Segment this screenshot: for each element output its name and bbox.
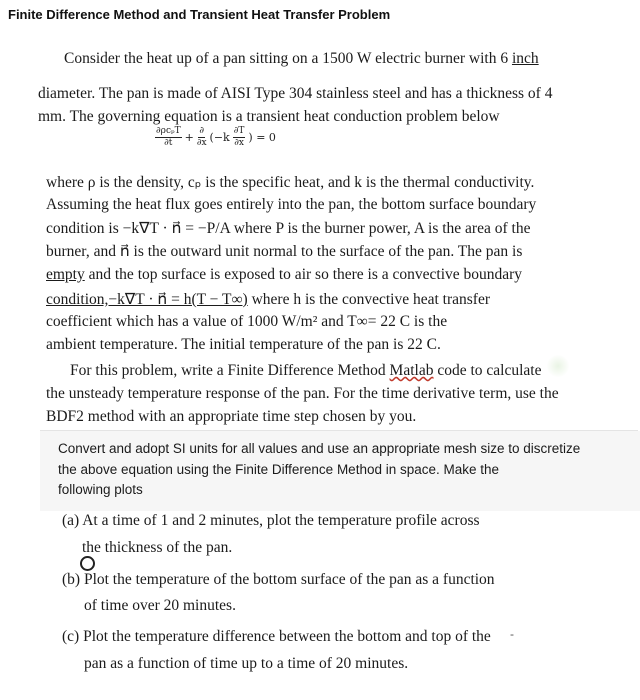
task-c-line-2: pan as a function of time up to a time of 20 minutes. [84, 655, 409, 672]
instructions-panel [40, 431, 640, 511]
problem-line-5: Assuming the heat flux goes entirely into the pan, the bottom surface boundary [46, 196, 537, 213]
task-a-line-1: (a) At a time of 1 and 2 minutes, plot the temperature profile across [62, 512, 480, 529]
scan-smudge [547, 355, 569, 377]
eq-term-space: $\frac{\partial}{\partial x}$ [196, 126, 207, 148]
problem-line-9: condition,−k∇T · n⃗ = h(T − T∞) where h is the convective heat transfer [46, 291, 490, 308]
eq-rest: ) = 0 [248, 131, 276, 144]
problem-line-1: Consider the heat up of a pan sitting on a 1500 W electric burner with 6 inch [64, 50, 539, 67]
inch-underlined: inch [511, 50, 539, 67]
task-c-line-1: (c) Plot the temperature difference between the bottom and top of the [62, 628, 491, 645]
problem-line-3: mm. The governing equation is a transient heat conduction problem below [38, 108, 500, 125]
page-title: Finite Difference Method and Transient Heat Transfer Problem [8, 7, 391, 22]
problem-line-13: the unsteady temperature response of the pan. For the time derivative term, use the [46, 385, 559, 402]
problem-line-12: For this problem, write a Finite Difference Method Matlab code to calculate [70, 362, 542, 379]
task-a-line-2: the thickness of the pan. [82, 539, 233, 556]
eq-paren-open: (−k [209, 131, 230, 144]
problem-line-8: empty and the top surface is exposed to air so there is a convective boundary [46, 266, 523, 283]
boundary-condition-underlined: condition,−k∇T · n⃗ = h(T − T∞) [46, 291, 248, 308]
problem-line-2: diameter. The pan is made of AISI Type 304 stainless steel and has a thickness of 4 [38, 85, 553, 102]
problem-line-7: burner, and n⃗ is the outward unit normal to the surface of the pan. The pan is [46, 243, 523, 260]
eq-term-gradient: $\frac{\partial T}{\partial x}$ [233, 126, 245, 148]
governing-equation [155, 127, 276, 148]
instruction-line-2: the above equation using the Finite Difference Method in space. Make the [58, 462, 500, 477]
problem-line-10: coefficient which has a value of 1000 W/m² and T∞= 22 C is the [46, 313, 448, 330]
matlab-spellcheck: Matlab [389, 362, 434, 379]
task-b-line-2: of time over 20 minutes. [84, 597, 236, 614]
stray-dash: - [510, 627, 514, 641]
problem-line-6: condition is −k∇T · n⃗ = −P/A where P is the burner power, A is the area of the [46, 220, 531, 237]
annotation-circle [80, 556, 95, 571]
instruction-line-3: following plots [58, 482, 143, 497]
problem-line-4: where ρ is the density, cₚ is the specific heat, and k is the thermal conductivity. [46, 174, 535, 191]
eq-term-time: $\frac{\text{∂ρcₚT}}{\partial t}$ [156, 126, 181, 148]
instruction-line-1: Convert and adopt SI units for all values and use an appropriate mesh size to discretize [58, 441, 581, 456]
problem-line-14: BDF2 method with an appropriate time step chosen by you. [46, 408, 417, 425]
eq-plus: + [184, 131, 194, 144]
task-b-line-1: (b) Plot the temperature of the bottom surface of the pan as a function [62, 571, 495, 588]
empty-underlined: empty [46, 266, 85, 283]
problem-line-11: ambient temperature. The initial temperature of the pan is 22 C. [46, 336, 441, 353]
